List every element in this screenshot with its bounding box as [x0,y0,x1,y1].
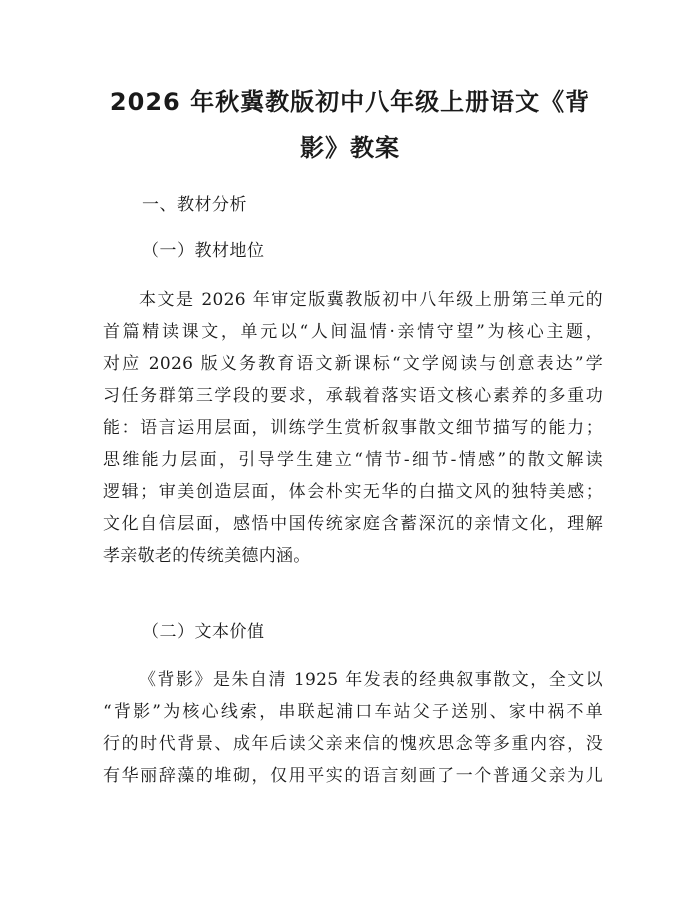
paragraph-line: 能：语言运用层面，训练学生赏析叙事散文细节描写的能力； [103,418,603,438]
paragraph-line: 《背影》是朱自清 1925 年发表的经典叙事散文，全文以 [139,670,603,690]
subsection-heading-text-value: （二）文本价值 [142,622,265,642]
paragraph-line: “背影”为核心线索，串联起浦口车站父子送别、家中祸不单 [103,702,603,722]
paragraph-line: 文化自信层面，感悟中国传统家庭含蓄深沉的亲情文化，理解 [103,514,603,534]
subsection-heading-textbook-position: （一）教材地位 [142,241,265,261]
paragraph-line: 有华丽辞藻的堆砌，仅用平实的语言刻画了一个普通父亲为儿 [103,766,603,786]
paragraph-line: 行的时代背景、成年后读父亲来信的愧疚思念等多重内容，没 [103,734,603,754]
paragraph-line: 思维能力层面，引导学生建立“情节-细节-情感”的散文解读 [103,450,603,470]
paragraph-line: 孝亲敬老的传统美德内涵。 [103,546,311,566]
paragraph-text-value [103,664,603,792]
paragraph-line: 对应 2026 版义务教育语文新课标“文学阅读与创意表达”学 [103,354,603,374]
paragraph-line: 首篇精读课文，单元以“人间温情·亲情守望”为核心主题， [103,322,603,342]
document-title-line-1: 2026 年秋冀教版初中八年级上册语文《背 [109,88,591,116]
document-title-line-2: 影》教案 [300,134,400,162]
paragraph-line: 习任务群第三学段的要求，承载着落实语文核心素养的多重功 [103,386,603,406]
section-heading-materials-analysis: 一、教材分析 [142,195,247,215]
paragraph-line: 本文是 2026 年审定版冀教版初中八年级上册第三单元的 [139,290,603,310]
paragraph-textbook-position [103,284,603,572]
paragraph-line: 逻辑；审美创造层面，体会朴实无华的白描文风的独特美感； [103,482,603,502]
